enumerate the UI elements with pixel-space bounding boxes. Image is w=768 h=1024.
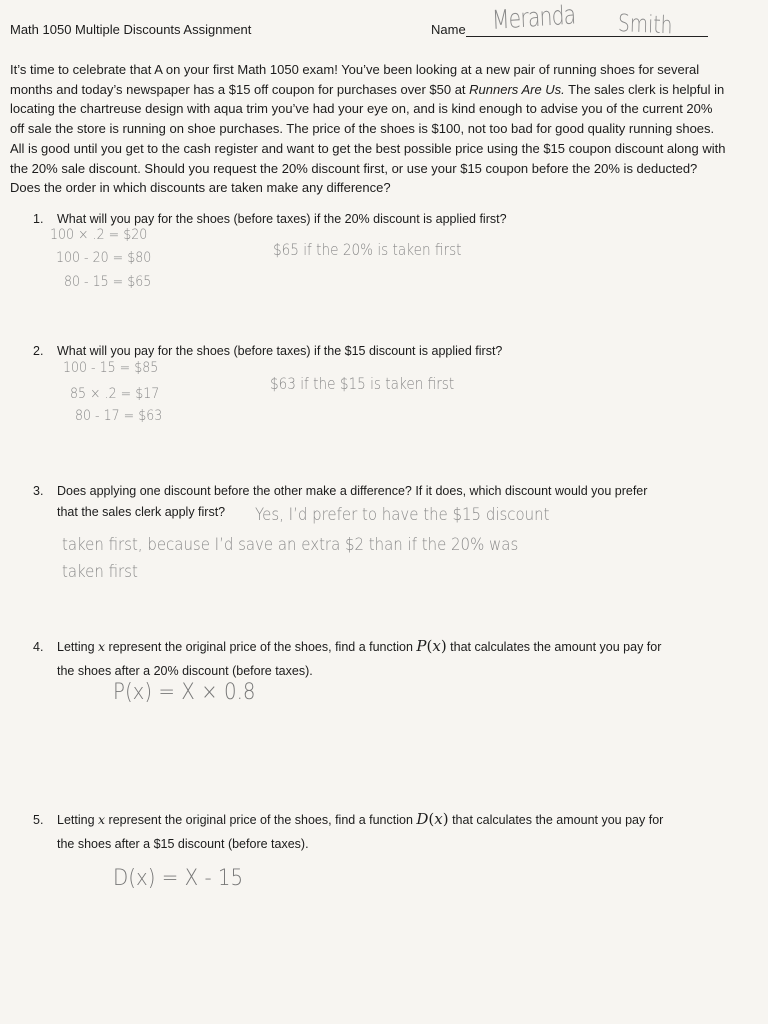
question-text: What will you pay for the shoes (before taxes) if the $15 discount is applied first? (57, 344, 503, 358)
variable-x: x (98, 639, 106, 654)
question-text: What will you pay for the shoes (before taxes) if the 20% discount is applied first? (57, 212, 507, 226)
question-text-c: that calculates the amount you pay for (446, 640, 662, 654)
question-text-line-2: that the sales clerk apply first? (57, 505, 226, 519)
variable-x: x (98, 812, 106, 827)
function-d-of-x: D(x) (416, 810, 449, 828)
q4-answer: P(x) = X × 0.8 (113, 680, 256, 705)
q2-work-line-2: 85 × .2 = $17 (70, 386, 160, 402)
function-p-of-x: P(x) (416, 637, 447, 655)
q3-answer-line-2: taken first, because I’d save an extra $2 than if the 20% was (62, 535, 519, 555)
q1-work-line-2: 100 - 20 = $80 (56, 250, 152, 266)
q3-answer-line-3: taken first (62, 562, 138, 582)
student-last-name: Smith (617, 9, 673, 40)
q2-work-line-3: 80 - 17 = $63 (75, 408, 163, 424)
question-4 (33, 634, 733, 683)
question-text-line-1: Does applying one discount before the other make a difference? If it does, which discount would you prefer (57, 484, 648, 498)
question-text-a: Letting (57, 813, 99, 827)
name-label: Name (431, 22, 466, 37)
question-text-b: represent the original price of the shoes, find a function (105, 813, 417, 827)
q1-work-line-3: 80 - 15 = $65 (64, 274, 152, 290)
q3-answer-line-1: Yes, I’d prefer to have the $15 discount (255, 505, 550, 525)
question-text-c: that calculates the amount you pay for (448, 813, 664, 827)
intro-part2: The sales clerk is helpful in locating the chartreuse design with aqua trim you’ve had your eye on, and is kind enough to advise you of the current 20% off sale the store is running on shoe purchases. The price of the shoes is $100, not too bad for good quality running shoes. All is good until you get to the cash register and want to get the best possible price using the $15 coupon discount along with the 20% sale discount. Should you request the 20% discount first, or use your $15 coupon before the 20% is deducted? Does the order in which discounts are taken make any difference? (10, 81, 726, 196)
q2-work-line-1: 100 - 15 = $85 (63, 360, 159, 376)
question-text-a: Letting (57, 640, 99, 654)
question-2 (33, 342, 733, 361)
q1-answer: $65 if the 20% is taken first (273, 240, 462, 259)
question-number: 5. (33, 813, 44, 827)
q1-work-line-1: 100 × .2 = $20 (50, 227, 148, 243)
question-text-line-2: the shoes after a $15 discount (before taxes). (57, 837, 309, 851)
question-5 (33, 807, 733, 856)
intro-paragraph (10, 60, 730, 198)
question-text-line-2: the shoes after a 20% discount (before taxes). (57, 664, 313, 678)
question-number: 4. (33, 640, 44, 654)
store-name: Runners Are Us. (469, 81, 565, 97)
worksheet-title: Math 1050 Multiple Discounts Assignment (10, 22, 252, 37)
question-number: 3. (33, 484, 44, 498)
question-number: 2. (33, 344, 44, 358)
student-first-name: Meranda (491, 0, 576, 36)
q5-answer: D(x) = X - 15 (113, 866, 244, 891)
question-number: 1. (33, 212, 44, 226)
intro-part1: It’s time to celebrate that A on your first Math 1050 exam! You’ve been looking at a new pair of running shoes for several months and today’s newspaper has a $15 off coupon for purchases over $50 at (10, 62, 700, 97)
question-text-b: represent the original price of the shoes, find a function (105, 640, 417, 654)
q2-answer: $63 if the $15 is taken first (270, 374, 455, 393)
